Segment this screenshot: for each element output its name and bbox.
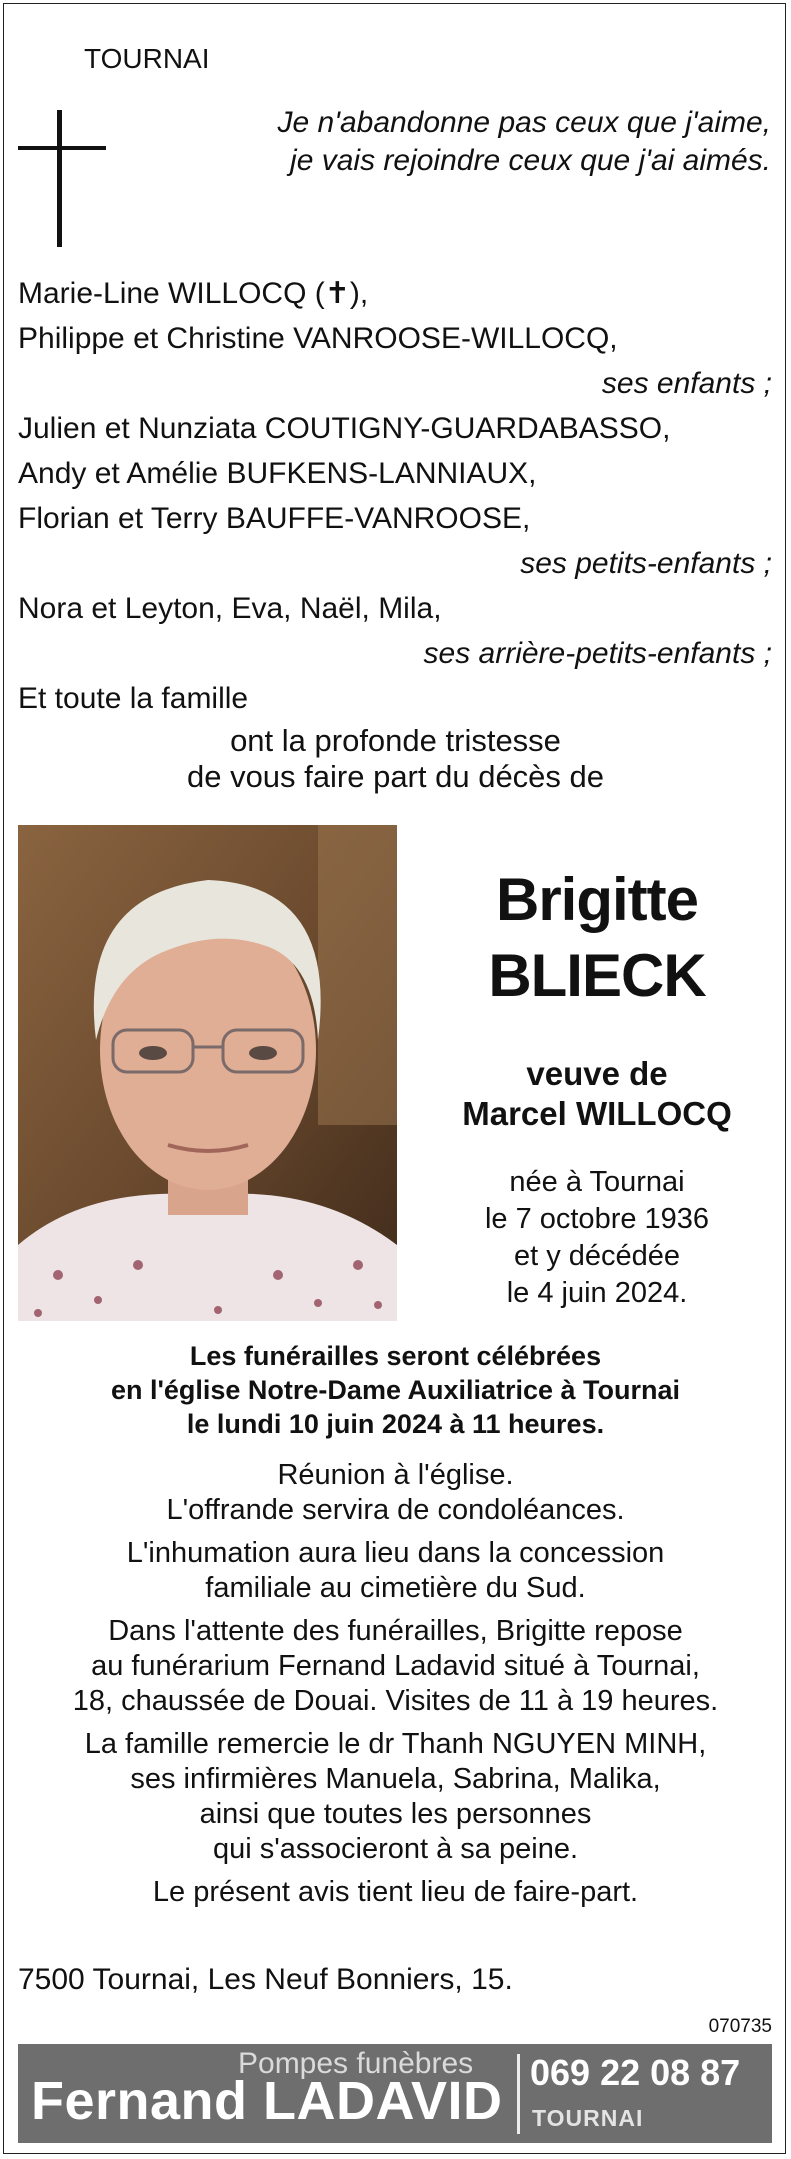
funeral-home-phone: 069 22 08 87 bbox=[530, 2052, 741, 2093]
info-line: Dans l'attente des funérailles, Brigitte repose bbox=[108, 1615, 683, 1647]
practical-info bbox=[0, 1458, 791, 1918]
relation-label: ses arrière-petits-enfants ; bbox=[423, 637, 772, 670]
info-line: L'inhumation aura lieu dans la concession bbox=[126, 1537, 665, 1569]
date-line: née à Tournai bbox=[509, 1166, 685, 1198]
widow-line: veuve de bbox=[526, 1055, 668, 1092]
date-line: le 7 octobre 1936 bbox=[484, 1203, 710, 1235]
cross-icon bbox=[57, 110, 62, 247]
portrait-image bbox=[18, 825, 397, 1321]
funeral-line: Les funérailles seront célébrées bbox=[189, 1341, 602, 1371]
funeral-home-tagline: Pompes funèbres bbox=[238, 2047, 474, 2080]
family-member: Julien et Nunziata COUTIGNY-GUARDABASSO, bbox=[18, 412, 671, 445]
lead-line: de vous faire part du décès de bbox=[186, 759, 605, 794]
info-line: La famille remercie le dr Thanh NGUYEN MINH, bbox=[84, 1728, 707, 1760]
quote-line: je vais rejoindre ceux que j'ai aimés. bbox=[290, 144, 771, 177]
info-paragraph bbox=[0, 1458, 791, 1528]
family-member: Nora et Leyton, Eva, Naël, Mila, bbox=[18, 592, 442, 625]
date-line: et y décédée bbox=[513, 1240, 681, 1272]
info-line: ainsi que toutes les personnes bbox=[199, 1798, 592, 1830]
funeral-details bbox=[0, 1339, 791, 1441]
funeral-home-town: TOURNAI bbox=[532, 2105, 644, 2131]
deceased-first-name: Brigitte bbox=[496, 866, 698, 933]
family-member: Andy et Amélie BUFKENS-LANNIAUX, bbox=[18, 457, 537, 490]
funeral-line: en l'église Notre-Dame Auxiliatrice à Tournai bbox=[110, 1375, 681, 1405]
info-line: 18, chaussée de Douai. Visites de 11 à 19 heures. bbox=[72, 1685, 719, 1717]
funeral-line: le lundi 10 juin 2024 à 11 heures. bbox=[186, 1409, 605, 1439]
info-line: ses infirmières Manuela, Sabrina, Malika, bbox=[130, 1763, 661, 1795]
header-city: TOURNAI bbox=[84, 43, 210, 74]
lead-line: ont la profonde tristesse bbox=[230, 723, 561, 758]
widow-of bbox=[415, 1054, 779, 1134]
widow-line: Marcel WILLOCQ bbox=[462, 1095, 732, 1132]
family-member: Florian et Terry BAUFFE-VANROOSE, bbox=[18, 502, 531, 535]
info-line: Réunion à l'église. bbox=[277, 1459, 514, 1491]
family-rest: Et toute la famille bbox=[18, 682, 249, 715]
banner-divider bbox=[517, 2054, 520, 2134]
cross-icon-bar bbox=[18, 146, 106, 150]
portrait-photo bbox=[18, 825, 397, 1321]
info-line: L'offrande servira de condoléances. bbox=[166, 1494, 625, 1526]
info-paragraph bbox=[0, 1536, 791, 1606]
relation-label: ses petits-enfants ; bbox=[520, 547, 772, 580]
info-line: familiale au cimetière du Sud. bbox=[205, 1572, 586, 1604]
info-line: au funérarium Fernand Ladavid situé à Tournai, bbox=[91, 1650, 700, 1682]
epitaph-quote bbox=[278, 104, 771, 180]
reference-number: 070735 bbox=[708, 2016, 772, 2037]
announcement-lead bbox=[0, 723, 791, 795]
family-address: 7500 Tournai, Les Neuf Bonniers, 15. bbox=[18, 1963, 513, 1996]
family-member: Marie-Line WILLOCQ (✝), bbox=[18, 277, 369, 310]
family-list bbox=[18, 271, 772, 721]
info-line: qui s'associeront à sa peine. bbox=[212, 1833, 579, 1865]
date-line: le 4 juin 2024. bbox=[506, 1277, 688, 1309]
quote-line: Je n'abandonne pas ceux que j'aime, bbox=[277, 106, 771, 139]
deceased-last-name: BLIECK bbox=[488, 942, 706, 1009]
info-paragraph bbox=[0, 1614, 791, 1719]
deceased-name bbox=[415, 862, 779, 1014]
birth-death-dates bbox=[415, 1164, 779, 1312]
info-paragraph bbox=[0, 1727, 791, 1867]
info-paragraph bbox=[0, 1875, 791, 1910]
funeral-home-name: Fernand LADAVID bbox=[31, 2071, 503, 2131]
info-line: Le présent avis tient lieu de faire-part. bbox=[152, 1876, 639, 1908]
relation-label: ses enfants ; bbox=[601, 367, 772, 400]
family-member: Philippe et Christine VANROOSE-WILLOCQ, bbox=[18, 322, 618, 355]
